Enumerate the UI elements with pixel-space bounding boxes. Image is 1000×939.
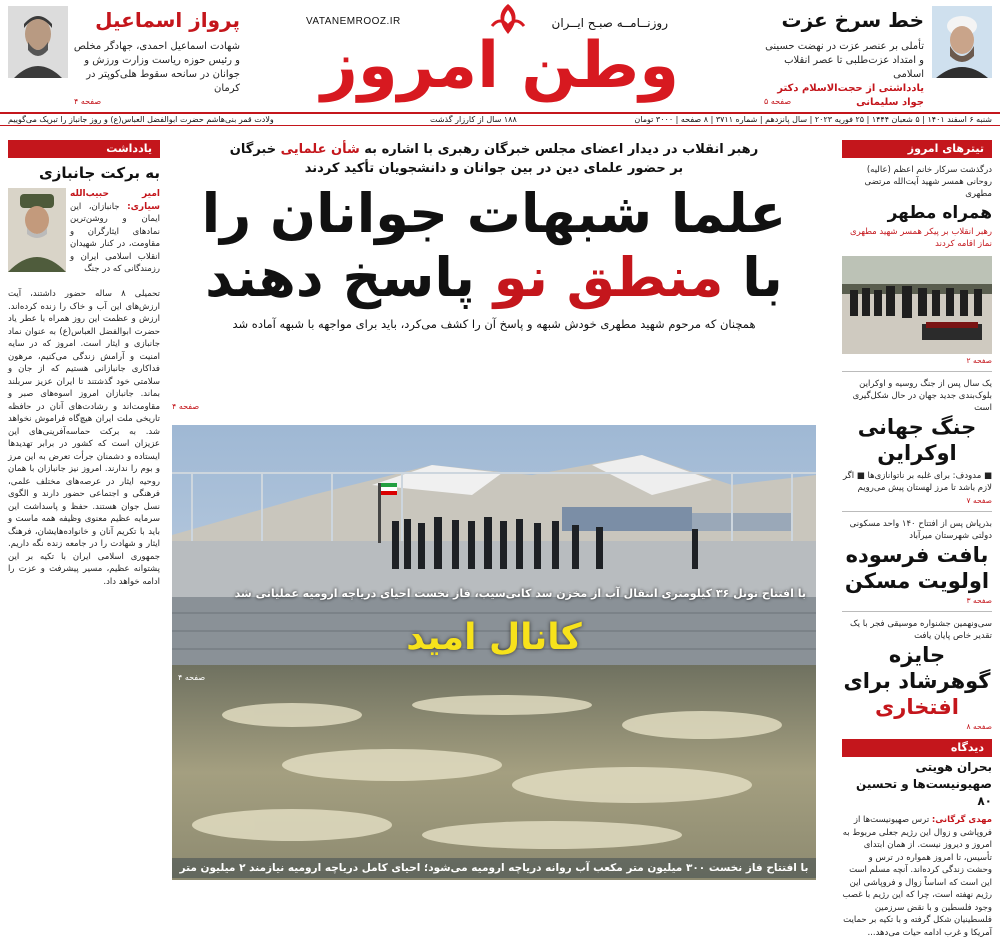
right-column xyxy=(842,140,992,938)
note-writer-row xyxy=(8,188,160,288)
dateline-occasion: ولادت قمر بنی‌هاشم حضرت ابوالفضل العباس(ع) و روز جانباز را تبریک می‌گوییم xyxy=(8,115,274,124)
left-column xyxy=(8,140,160,880)
note-headline[interactable]: به برکت جانبازی xyxy=(39,164,160,182)
writer-photo xyxy=(8,188,66,272)
main-lede: همچنان که مرحوم شهید مطهری خودش شبهه و پاسخ آن را کشف می‌کرد، باید برای مواجهه با شبهه آماده شد xyxy=(232,317,756,331)
masthead xyxy=(0,0,1000,116)
section-label-viewpoint: دیدگاه xyxy=(842,739,992,757)
story-bullets: ■ مدودف: برای غلبه بر ناتوانازی‌ها ■ اگر لازم باشد تا مرز لهستان پیش می‌رویم xyxy=(842,471,992,493)
viewpoint-text: ترس صهیونیست‌ها از فروپاشی و زوال این رژیم جعلی مربوط به امروز و دیروز نیست. از همان ابتدای تأسیس، تا امروز همواره در ترس و وحشت زندگی کرده‌اند. آنچه مسلم است این است که اساساً زوال و فروپاشی این رژیم نهفته است، چرا که این رژیم با غصب وجود فلسطین و با نقض سرزمین فلسطینیان شکل گرفته و با تکیه بر حمایت آمریکا و غرب ادامه حیات می‌دهد... xyxy=(842,815,992,938)
note-body: تحمیلی ۸ ساله حضور داشتند، آیت ارزش‌های این آب و خاک را زنده کرده‌اند. ارزش و عظمت این روز همراه با عطر یاد حضرت ابوالفضل العباس(ع) به عنوان نماد جانبازی و ایثار است. امروز که در سایه امنیت و آرامش زندگی می‌کنیم، مرهون فداکاری جانبازانی هستیم که از جان و سلامتی خود گذشتند تا ایران عزیز سربلند بماند. جانبازان امروز اسوه‌های صبر و مقاومت‌اند و رشادت‌های آنان در حافظه تاریخی ملت ایران هیچ‌گاه فراموش نخواهد شد. به برکت حماسه‌آفرینی‌های این عزیزان است که کشور در برابر تهدیدها ایستاده و دشمنان جرأت تعرض به این مرز و بوم را ندارند. امروز نیز جانبازان با همان روحیه ایثار در عرصه‌های مختلف علمی، فرهنگی و اجتماعی حضور دارند و الگوی نسل جوان هستند. حفظ و پاسداشت این سرمایه عظیم معنوی وظیفه همه ماست و باید با تکریم آنان و خانواده‌هایشان، فرهنگ ایثار و شهادت را در جامعه زنده نگه داریم. جمهوری اسلامی ایران با تکیه بر این پشتوانه عظیم، مسیر پیشرفت و عزت را ادامه خواهد داد. xyxy=(8,289,160,587)
story-headline-red: افتخاری xyxy=(875,695,959,719)
writer-intro xyxy=(70,188,160,276)
kicker-part-red: شأن علمایی xyxy=(280,142,360,157)
story-intro: یک سال پس از جنگ روسیه و اوکراین بلوک‌بندی جدید جهان در حال شکل‌گیری است xyxy=(852,379,992,413)
section-label-headlines: تیترهای امروز xyxy=(842,140,992,158)
story-intro: بذرپاش پس از افتتاح ۱۴۰ واحد مسکونی دولتی شهرستان میرآباد xyxy=(849,519,992,541)
teaser-title-right: خط سرخ عزت xyxy=(781,8,924,32)
kicker-part-a: رهبر انقلاب در دیدار اعضای مجلس خبرگان رهبری با اشاره به xyxy=(364,142,759,157)
story-motahari[interactable] xyxy=(842,164,992,365)
main-kicker xyxy=(172,140,816,178)
viewpoint-author: مهدی گرگانی: xyxy=(931,815,992,825)
photo-title: کانال امید xyxy=(406,617,582,658)
story-subhead: رهبر انقلاب بر پیکر همسر شهید مطهری نماز اقامه کردند xyxy=(849,227,992,249)
divider xyxy=(842,371,992,372)
photo-bottom-caption: با افتتاح فاز نخست ۳۰۰ میلیون متر مکعب آب روانه دریاچه ارومیه می‌شود؛ احیای کامل دریاچه ارومیه نیازمند ۲ میلیون متر مکعب آب است xyxy=(172,858,816,878)
photo-caption: با افتتاح تونل ۳۶ کیلومتری انتقال آب از مخزن سد کانی‌سیب، فاز نخست احیای دریاچه ارومیه عملیاتی شد xyxy=(234,587,806,600)
masthead-left-teaser[interactable] xyxy=(8,6,240,110)
masthead-right-teaser[interactable] xyxy=(760,6,992,110)
story-intro: درگذشت سرکار خانم اعظم (عالیه) روحانی همسر شهید آیت‌الله مرتضی مطهری xyxy=(864,165,992,199)
viewpoint-headline: بحران هویتی صهیونیست‌ها و تحسین ۸۰ xyxy=(856,760,992,808)
story-photo-funeral xyxy=(842,256,992,354)
kicker-part-b: خبرگان xyxy=(229,142,277,157)
story-ref: صفحه ۷ xyxy=(966,496,992,505)
writer-name: امیر حبیب‌الله سیاری: xyxy=(70,189,161,212)
dateline-date: شنبه ۶ اسفند ۱۴۰۱ | ۵ شعبان ۱۴۴۴ | ۲۵ فوریه ۲۰۲۳ | سال پانزدهم | شماره ۳۷۱۱ | ۸ صفحه | ۳۰۰۰ تومان xyxy=(634,115,992,124)
story-headline: همراه مطهر xyxy=(887,203,992,223)
story-ref: صفحه ۸ xyxy=(966,722,992,731)
story-headline-main: جایزه گوهرشاد برای xyxy=(843,643,991,693)
teaser-body-right: تأملی بر عنصر عزت در نهضت حسینی و امتداد عزت‌طلبی تا عصر انقلاب اسلامی xyxy=(765,41,924,80)
teaser-author-right: یادداشتی از حجت‌الاسلام دکتر جواد سلیمانی xyxy=(777,83,924,108)
divider xyxy=(842,511,992,512)
dateline-bar xyxy=(0,112,1000,126)
teaser-ref-right: صفحه ۵ xyxy=(764,97,792,106)
headline-line-1: علما شبهات جوانان را xyxy=(201,182,787,245)
newspaper-logo[interactable] xyxy=(262,2,738,108)
logo-url: VATANEMROOZ.IR xyxy=(306,16,401,27)
section-label-note: یادداشت xyxy=(8,140,160,158)
teaser-ref-left: صفحه ۴ xyxy=(74,97,102,106)
logo-wordmark: وطن امروز xyxy=(321,29,679,103)
headline-line-2a: با xyxy=(742,246,783,309)
story-housing[interactable] xyxy=(842,518,992,605)
canal-photo[interactable] xyxy=(172,425,816,894)
story-headline xyxy=(842,642,992,720)
story-headline: جنگ جهانی اوکراین xyxy=(857,415,977,465)
story-ref: صفحه ۲ xyxy=(966,356,992,365)
kicker-line-2: بر حضور علمای دین در بین جوانان و دانشجویان تأکید کردند xyxy=(304,161,684,176)
logo-tagline: روزنــامــه صبـح ایــران xyxy=(551,16,668,30)
story-intro: سی‌ونهمین جشنواره موسیقی فجر با یک تقدیر خاص پایان یافت xyxy=(850,619,992,641)
main-lede-ref: صفحه ۴ xyxy=(172,402,200,411)
viewpoint-body xyxy=(842,814,992,939)
photo-ref: صفحه ۴ xyxy=(178,673,206,682)
divider xyxy=(842,611,992,612)
story-music-award[interactable] xyxy=(842,618,992,731)
headline-line-2b: پاسخ دهند xyxy=(205,246,475,309)
headline-line-2-red: منطق نو xyxy=(493,246,724,309)
teaser-portrait-left xyxy=(8,6,68,78)
viewpoint-section[interactable] xyxy=(842,739,992,939)
main-headline[interactable] xyxy=(172,182,816,310)
teaser-title-left: پرواز اسماعیل xyxy=(95,8,240,32)
teaser-text-left: شهادت اسماعیل احمدی، جهادگر مخلص و رئیس حوزه ریاست وزارت ورزش و جوانان در سانحه سقوط هلی‌کوپتر در کرمان xyxy=(73,41,240,94)
writer-intro-text: جانبازان، این ایمان و روشن‌ترین نمادهای ایثارگران و مقاومت، در کنار شهیدان انقلاب اسلامی ایران و رزمندگانی که در جنگ xyxy=(70,201,160,274)
story-ukraine[interactable] xyxy=(842,378,992,505)
dateline-center: ۱۸۸ سال از کارزار گذشت xyxy=(430,115,517,124)
main-story xyxy=(172,140,816,894)
teaser-portrait-right xyxy=(932,6,992,78)
story-ref: صفحه ۳ xyxy=(966,596,992,605)
story-headline: بافت فرسوده اولویت مسکن xyxy=(844,543,990,593)
